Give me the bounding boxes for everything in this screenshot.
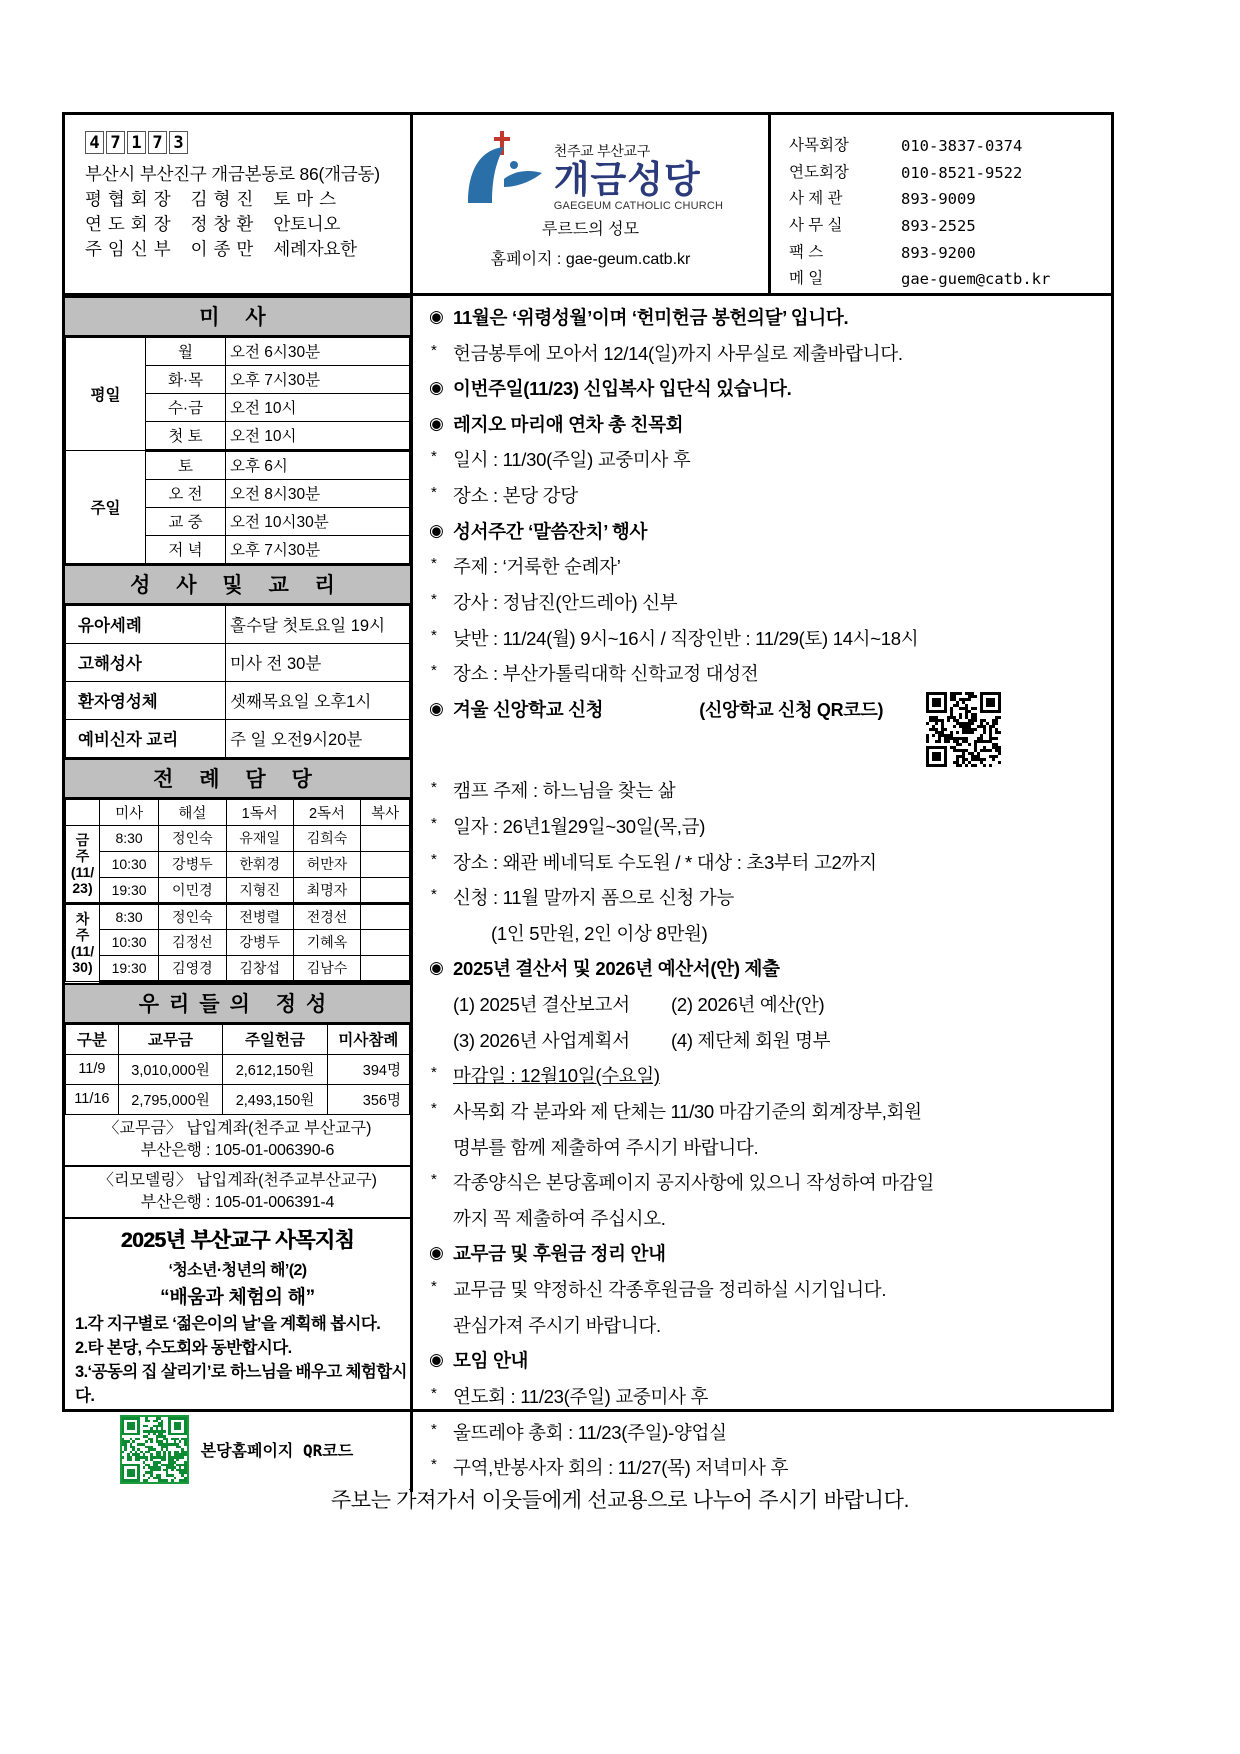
offerings-col-header: 구분 <box>66 1024 119 1054</box>
parish-address: 부산시 부산진구 개금본동로 86(개금동) <box>85 164 380 184</box>
mass-time: 오전 6시30분 <box>226 337 410 365</box>
announcement-text: 관심가져 주시기 바랍니다. <box>453 1314 661 1336</box>
bullet-star-icon: * <box>431 590 437 608</box>
announcement-item <box>429 1064 1097 1087</box>
announcement-text: 이번주일(11/23) 신입복사 입단식 있습니다. <box>453 378 792 400</box>
sacrament-value: 홀수달 첫토요일 19시 <box>226 605 410 643</box>
liturgy-server <box>361 825 410 851</box>
bullet-star-icon: * <box>431 1064 437 1082</box>
announcement-item <box>429 1278 1097 1301</box>
bullet-star-icon: * <box>431 662 437 680</box>
mass-time: 오전 8시30분 <box>226 479 410 507</box>
bullet-circle-icon: ◉ <box>429 1350 444 1370</box>
role-title-2: 주임신부 <box>85 238 177 259</box>
liturgy-col-header: 1독서 <box>226 799 293 825</box>
liturgy-commentator: 김영경 <box>159 955 226 981</box>
camp-signup-qr-icon[interactable] <box>926 692 1001 767</box>
sacrament-name: 환자영성체 <box>66 681 226 719</box>
contact-row-3 <box>789 213 1111 240</box>
zipcode-digit-2: 1 <box>127 131 146 154</box>
header-logo-block <box>413 115 771 293</box>
announcement-text: 모임 안내 <box>453 1350 529 1372</box>
zipcode-digit-4: 3 <box>169 131 188 154</box>
mass-weekday-row <box>66 337 410 365</box>
bullet-star-icon: * <box>431 779 437 797</box>
bullet-circle-icon: ◉ <box>429 1243 444 1263</box>
offerings-sunday: 2,493,150원 <box>223 1084 327 1114</box>
liturgy-reading2: 최명자 <box>293 877 360 903</box>
announcement-text: 일자 : 26년1월29일~30일(목,금) <box>453 815 706 837</box>
announcement-item <box>429 591 1097 614</box>
announcement-item <box>429 922 1097 945</box>
liturgy-reading1: 한휘경 <box>226 851 293 877</box>
mass-day: 수·금 <box>146 393 226 421</box>
offerings-header-row <box>66 1024 410 1054</box>
homepage-label: 홈페이지 : <box>490 251 562 268</box>
announcement-item <box>429 1385 1097 1408</box>
sacrament-value: 주 일 오전9시20분 <box>226 719 410 757</box>
logo-row <box>413 129 768 212</box>
offerings-dues: 2,795,000원 <box>118 1084 222 1114</box>
mass-day: 화·목 <box>146 365 226 393</box>
liturgy-time: 8:30 <box>100 903 159 929</box>
mass-weekday-label: 평일 <box>66 337 146 450</box>
announcement-item <box>429 1456 1097 1479</box>
announcement-item <box>429 377 1097 400</box>
mass-time: 오전 10시 <box>226 421 410 450</box>
camp-qr-caption: (신앙학교 신청 QR코드) <box>699 699 884 720</box>
offerings-band: 우리들의 정성 <box>65 983 410 1024</box>
liturgy-header-row <box>66 799 410 825</box>
announcement-item <box>429 698 1097 767</box>
announcement-text: 까지 꼭 제출하여 주십시오. <box>453 1207 666 1229</box>
liturgy-time: 19:30 <box>100 955 159 981</box>
announcement-item <box>429 1207 1097 1230</box>
contact-row-4 <box>789 240 1111 267</box>
announcement-text: 연도회 : 11/23(주일) 교중미사 후 <box>453 1385 709 1407</box>
liturgy-commentator: 정인숙 <box>159 903 226 929</box>
account-number: 부산은행 : 105-01-006391-4 <box>140 1193 335 1211</box>
offerings-col-header: 주일헌금 <box>223 1024 327 1054</box>
liturgy-row <box>66 903 410 929</box>
announcement-item <box>429 993 1097 1016</box>
offerings-col-header: 미사참례 <box>327 1024 409 1054</box>
logo-text <box>554 129 723 212</box>
announcement-text: 사목회 각 분과와 제 단체는 11/30 마감기준의 회계장부,회원 <box>453 1100 922 1122</box>
body <box>65 296 1111 1492</box>
announcement-item <box>429 1171 1097 1194</box>
liturgy-server <box>361 955 410 981</box>
liturgy-col-header: 복사 <box>361 799 410 825</box>
liturgy-week-label: 차 주 (11/ 30) <box>66 903 100 981</box>
bullet-star-icon: * <box>431 886 437 904</box>
liturgy-reading1: 강병두 <box>226 929 293 955</box>
liturgy-server <box>361 903 410 929</box>
patron-name: 루르드의 성모 <box>541 221 640 238</box>
account-block-0 <box>65 1115 410 1167</box>
role-row-2 <box>85 237 410 262</box>
role-name-1: 정창환 <box>190 213 260 234</box>
contact-label-5: 메 일 <box>789 270 824 288</box>
mass-day: 교 중 <box>146 507 226 535</box>
liturgy-row <box>66 877 410 903</box>
mass-day: 저 녁 <box>146 535 226 563</box>
announcement-text: 장소 : 왜관 베네딕토 수도원 / * 대상 : 초3부터 고2까지 <box>453 851 877 873</box>
account-title: 〈리모델링〉 납입계좌(천주교부산교구) <box>98 1172 377 1190</box>
mass-day: 첫 토 <box>146 421 226 450</box>
announcement-item <box>429 413 1097 436</box>
mass-day: 월 <box>146 337 226 365</box>
announcement-text: 헌금봉투에 모아서 12/14(일)까지 사무실로 제출바랍니다. <box>453 342 903 364</box>
announcement-text: 11월은 ‘위령성월’이며 ‘헌미헌금 봉헌의달’ 입니다. <box>453 306 849 328</box>
contact-label-0: 사목회장 <box>789 137 849 154</box>
announcement-text: 성서주간 ‘말씀잔치’ 행사 <box>453 520 648 542</box>
liturgy-server <box>361 929 410 955</box>
announcement-item <box>429 1100 1097 1123</box>
announcement-text: 일시 : 11/30(주일) 교중미사 후 <box>453 449 691 471</box>
announcement-item <box>429 1421 1097 1444</box>
liturgy-server <box>361 851 410 877</box>
announcement-item <box>429 520 1097 543</box>
announcement-text: 캠프 주제 : 하느님을 찾는 삶 <box>453 780 676 802</box>
header-parish-info <box>65 115 413 293</box>
parish-homepage-qr-icon[interactable] <box>122 1417 187 1482</box>
contact-value-2: 893-9009 <box>901 190 976 209</box>
announcement-text: 장소 : 본당 강당 <box>453 485 578 507</box>
account-title: 〈교무금〉 납입계좌(천주교 부산교구) <box>103 1119 372 1137</box>
contact-label-3: 사 무 실 <box>789 216 843 234</box>
church-name-en: GAEGEUM CATHOLIC CHURCH <box>553 200 724 212</box>
guideline-item: 2.타 본당, 수도회와 동반합시다. <box>75 1339 292 1358</box>
announcement-item <box>429 779 1097 802</box>
offerings-attendance: 356명 <box>327 1084 409 1114</box>
bullet-circle-icon: ◉ <box>429 378 444 398</box>
announcement-text: 겨울 신앙학교 신청 (신앙학교 신청 QR코드) <box>453 698 1097 767</box>
role-row-0 <box>85 187 410 212</box>
bullet-circle-icon: ◉ <box>429 413 444 433</box>
offerings-attendance: 394명 <box>327 1054 409 1084</box>
liturgy-row <box>66 955 410 981</box>
announcements-list <box>429 306 1097 1479</box>
bullet-circle-icon: ◉ <box>429 306 444 326</box>
bullet-star-icon: * <box>431 626 437 644</box>
liturgy-reading2: 전경선 <box>293 903 360 929</box>
announcement-item <box>429 484 1097 507</box>
offerings-date: 11/16 <box>66 1084 119 1114</box>
liturgy-commentator: 김정선 <box>159 929 226 955</box>
parish-qr-row <box>65 1417 410 1482</box>
diocese-name: 천주교 부산교구 <box>553 143 650 159</box>
zipcode <box>85 131 410 154</box>
church-logo-icon <box>458 129 550 207</box>
liturgy-col-header: 미사 <box>100 799 159 825</box>
sacraments-band: 성 사 및 교 리 <box>65 564 410 605</box>
role-baptismal-2: 세례자요한 <box>273 238 357 259</box>
contact-label-4: 팩 스 <box>789 243 824 261</box>
liturgy-reading2: 허만자 <box>293 851 360 877</box>
liturgy-reading1: 지형진 <box>226 877 293 903</box>
offerings-sunday: 2,612,150원 <box>223 1054 327 1084</box>
bullet-star-icon: * <box>431 1384 437 1402</box>
announcement-text: 강사 : 정남진(안드레아) 신부 <box>453 591 678 613</box>
announcement-text: 레지오 마리애 연차 총 친목회 <box>453 413 684 435</box>
mass-time: 오후 7시30분 <box>226 365 410 393</box>
announcement-text: 구역,반봉사자 회의 : 11/27(목) 저녁미사 후 <box>453 1457 789 1479</box>
mass-band: 미 사 <box>65 296 410 337</box>
contact-value-0: 010-3837-0374 <box>901 137 1023 155</box>
offerings-row <box>66 1054 410 1084</box>
guidelines-sub2: “배움과 체험의 해” <box>160 1287 315 1309</box>
bullet-circle-icon: ◉ <box>429 520 444 540</box>
homepage-url: gae-geum.catb.kr <box>565 251 691 268</box>
sacrament-name: 고해성사 <box>66 643 226 681</box>
bullet-star-icon: * <box>431 850 437 868</box>
guideline-item: 3.‘공동의 집 살리기’로 하느님을 배우고 체험합시다. <box>75 1363 407 1406</box>
liturgy-row <box>66 929 410 955</box>
announcement-text: (3) 2026년 사업계획서 (4) 제단체 회원 명부 <box>453 1029 831 1051</box>
offerings-table <box>65 1024 410 1115</box>
announcement-text: 교무금 및 약정하신 각종후원금을 정리하실 시기입니다. <box>453 1279 887 1301</box>
announcement-item <box>429 662 1097 685</box>
mass-time: 오후 7시30분 <box>226 535 410 563</box>
sacrament-name: 예비신자 교리 <box>66 719 226 757</box>
liturgy-commentator: 정인숙 <box>159 825 226 851</box>
guideline-item: 1.각 지구별로 ‘젊은이의 날’을 계획해 봅시다. <box>75 1315 381 1334</box>
guidelines-sub1: ‘청소년·청년의 해’(2) <box>168 1262 307 1280</box>
announcement-item <box>429 1314 1097 1337</box>
liturgy-time: 10:30 <box>100 929 159 955</box>
mass-sunday-label: 주일 <box>66 450 146 563</box>
liturgy-server <box>361 877 410 903</box>
role-title-0: 평협회장 <box>85 188 177 209</box>
liturgy-reading2: 김남수 <box>293 955 360 981</box>
liturgy-table <box>65 799 410 983</box>
bullet-star-icon: * <box>431 448 437 466</box>
guidelines-title: 2025년 부산교구 사목지침 <box>120 1229 355 1253</box>
announcement-item <box>429 851 1097 874</box>
bullet-star-icon: * <box>431 555 437 573</box>
offerings-col-header: 교무금 <box>118 1024 222 1054</box>
liturgy-reading1: 유재일 <box>226 825 293 851</box>
contact-row-2 <box>789 186 1111 213</box>
role-name-2: 이종만 <box>190 238 260 259</box>
announcement-text: 장소 : 부산가톨릭대학 신학교정 대성전 <box>453 663 759 685</box>
announcement-text: (1) 2025년 결산보고서 (2) 2026년 예산(안) <box>453 994 825 1016</box>
role-title-1: 연도회장 <box>85 213 177 234</box>
liturgy-reading2: 기혜옥 <box>293 929 360 955</box>
bullet-star-icon: * <box>431 1171 437 1189</box>
role-baptismal-0: 토마스 <box>273 188 343 209</box>
liturgy-col-header <box>66 799 100 825</box>
announcement-text: 각종양식은 본당홈페이지 공지사항에 있으니 작성하여 마감일 <box>453 1172 935 1194</box>
offerings-dues: 3,010,000원 <box>118 1054 222 1084</box>
church-name: 개금성당 <box>553 159 701 200</box>
announcement-item <box>429 815 1097 838</box>
announcement-text: 낮반 : 11/24(월) 9시~16시 / 직장인반 : 11/29(토) 14시~18시 <box>453 627 919 649</box>
liturgy-row <box>66 851 410 877</box>
bullet-star-icon: * <box>431 484 437 502</box>
bullet-circle-icon: ◉ <box>429 958 444 978</box>
sacrament-row <box>66 643 410 681</box>
sacrament-name: 유아세례 <box>66 605 226 643</box>
contact-value-1: 010-8521-9522 <box>901 163 1023 182</box>
bullet-star-icon: * <box>431 1456 437 1474</box>
role-row-1 <box>85 212 410 237</box>
announcement-item <box>429 1242 1097 1265</box>
liturgy-col-header: 2독서 <box>293 799 360 825</box>
right-column <box>413 296 1111 1492</box>
liturgy-row <box>66 825 410 851</box>
header <box>65 115 1111 296</box>
account-block-1 <box>65 1167 410 1219</box>
footer-note: 주보는 가져가서 이웃들에게 선교용으로 나누어 주시기 바랍니다. <box>330 1489 910 1512</box>
liturgy-time: 19:30 <box>100 877 159 903</box>
pastoral-guidelines <box>65 1219 410 1482</box>
contact-label-2: 사 제 관 <box>789 190 843 208</box>
zipcode-digit-1: 7 <box>106 131 125 154</box>
announcement-item <box>429 306 1097 329</box>
role-name-0: 김형진 <box>190 188 260 209</box>
liturgy-commentator: 이민경 <box>159 877 226 903</box>
bullet-star-icon: * <box>431 1420 437 1438</box>
announcement-item <box>429 1349 1097 1372</box>
contact-row-1 <box>789 160 1111 187</box>
guidelines-list <box>65 1309 410 1409</box>
bulletin-sheet <box>62 112 1114 1479</box>
bullet-circle-icon: ◉ <box>429 698 444 718</box>
mass-time: 오전 10시30분 <box>226 507 410 535</box>
mass-day: 오 전 <box>146 479 226 507</box>
announcement-text: 주제 : ‘거룩한 순례자’ <box>453 556 621 578</box>
liturgy-week-label: 금 주 (11/ 23) <box>66 825 100 903</box>
mass-sunday-row <box>66 450 410 479</box>
contact-value-3: 893-2525 <box>901 216 976 235</box>
liturgy-commentator: 강병두 <box>159 851 226 877</box>
header-contacts <box>771 115 1111 293</box>
contact-value-4: 893-9200 <box>901 243 976 262</box>
announcement-item <box>429 555 1097 578</box>
bullet-star-icon: * <box>431 1278 437 1296</box>
announcement-item <box>429 627 1097 650</box>
bullet-star-icon: * <box>431 341 437 359</box>
sacrament-value: 미사 전 30분 <box>226 643 410 681</box>
liturgy-reading2: 김희숙 <box>293 825 360 851</box>
announcement-item <box>429 448 1097 471</box>
account-number: 부산은행 : 105-01-006390-6 <box>140 1141 335 1159</box>
bullet-star-icon: * <box>431 1099 437 1117</box>
left-column <box>65 296 413 1492</box>
announcement-text: (1인 5만원, 2인 이상 8만원) <box>491 922 708 944</box>
mass-day: 토 <box>146 450 226 479</box>
announcement-text: 명부를 함께 제출하여 주시기 바랍니다. <box>453 1136 759 1158</box>
mass-time: 오전 10시 <box>226 393 410 421</box>
announcement-item <box>429 342 1097 365</box>
announcement-item <box>429 957 1097 980</box>
sacrament-value: 셋째목요일 오후1시 <box>226 681 410 719</box>
liturgy-time: 8:30 <box>100 825 159 851</box>
mass-time: 오후 6시 <box>226 450 410 479</box>
announcement-text: 마감일 : 12월10일(수요일) <box>453 1065 660 1087</box>
announcement-item <box>429 886 1097 909</box>
zipcode-digit-0: 4 <box>85 131 104 154</box>
contact-row-0 <box>789 133 1111 160</box>
homepage-row <box>413 246 768 269</box>
sacraments-table <box>65 605 410 758</box>
parish-qr-caption: 본당홈페이지 QR코드 <box>200 1440 354 1460</box>
role-baptismal-1: 안토니오 <box>273 213 341 234</box>
offerings-date: 11/9 <box>66 1054 119 1084</box>
contact-row-5 <box>789 266 1111 293</box>
announcement-text: 울뜨레야 총회 : 11/23(주일)-양업실 <box>453 1421 727 1443</box>
liturgy-reading1: 김창섭 <box>226 955 293 981</box>
announcement-item <box>429 1029 1097 1052</box>
announcement-text: 신청 : 11월 말까지 폼으로 신청 가능 <box>453 887 734 909</box>
sacrament-row <box>66 719 410 757</box>
liturgy-band: 전 례 담 당 <box>65 758 410 799</box>
bullet-star-icon: * <box>431 814 437 832</box>
contact-label-1: 연도회장 <box>789 163 849 181</box>
liturgy-reading1: 전병렬 <box>226 903 293 929</box>
announcement-text: 2025년 결산서 및 2026년 예산서(안) 제출 <box>453 958 780 980</box>
liturgy-col-header: 해설 <box>159 799 226 825</box>
zipcode-digit-3: 7 <box>148 131 167 154</box>
sacrament-row <box>66 605 410 643</box>
contact-value-5: gae-guem@catb.kr <box>901 270 1051 289</box>
announcement-text: 교무금 및 후원금 정리 안내 <box>453 1243 666 1265</box>
sacrament-row <box>66 681 410 719</box>
offerings-row <box>66 1084 410 1114</box>
accounts-block <box>65 1115 410 1219</box>
mass-table <box>65 337 410 564</box>
announcement-item <box>429 1136 1097 1159</box>
liturgy-time: 10:30 <box>100 851 159 877</box>
